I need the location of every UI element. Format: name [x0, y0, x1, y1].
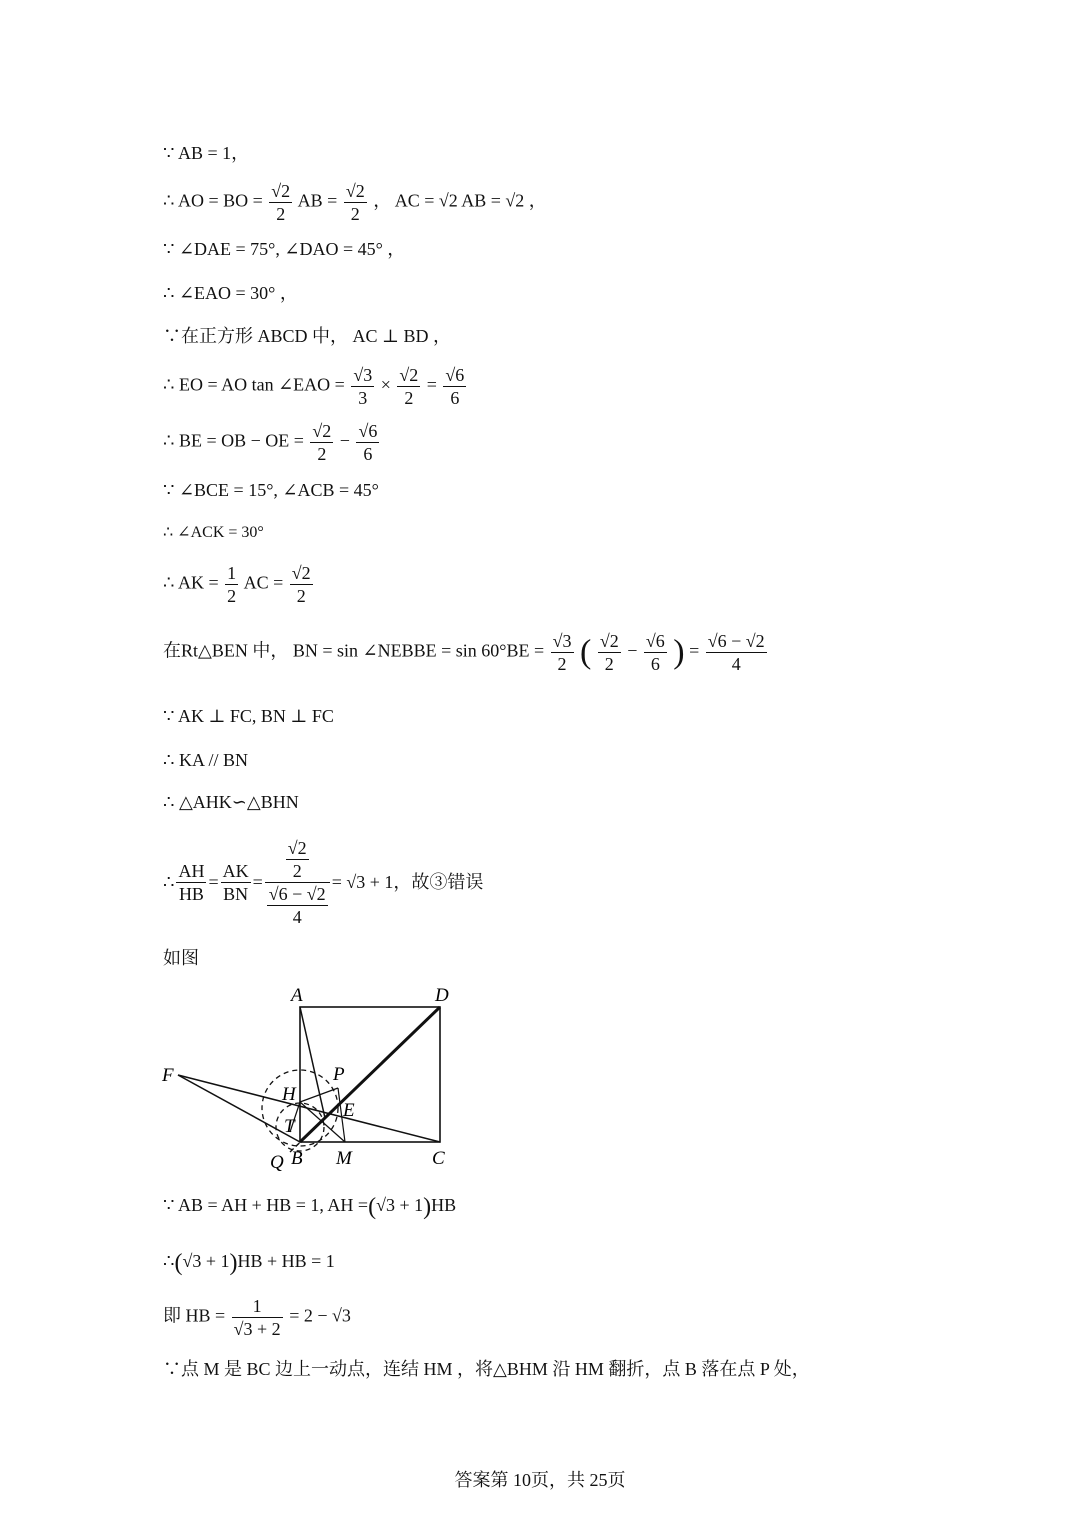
line-be: ∴ BE = OB − OE = $\frac{√2}{2}$ − $\frac{√6}{6}$ — [163, 421, 378, 464]
fraction: $\frac{√6}{6}$ — [445, 365, 465, 408]
line-as-figure: 如图 — [163, 948, 199, 968]
complex-fraction: $\frac{\frac{√2}{2}}{\frac{√6 - √2}{4}}$ — [265, 837, 330, 928]
line-angle-eao: ∴ ∠EAO = 30° ， — [163, 283, 298, 303]
line-eo: ∴ EO = AO tan ∠EAO = $\frac{√3}{3}$ × $\frac{√2}{2}$ = $\frac{√6}{6}$ — [163, 365, 465, 408]
line-hb-value: 即 HB = $\frac{1}{√3 + 2}$ = 2 − √3 — [163, 1296, 351, 1339]
fraction: $\frac{√2}{2}$ — [599, 631, 619, 674]
line-ab-sum: ∵ AB = AH + HB = 1, AH =(√3 + 1)HB — [163, 1193, 457, 1220]
label-b: B — [291, 1148, 303, 1169]
fraction: $\frac{√2}{2}$ — [291, 563, 311, 606]
label-t: T — [284, 1116, 295, 1137]
label-a: A — [291, 985, 303, 1006]
line-ab-eq-1: ∵ AB = 1， — [163, 143, 250, 163]
label-m: M — [336, 1148, 352, 1169]
fraction: $\frac{√6}{6}$ — [358, 421, 378, 464]
label-d: D — [435, 985, 449, 1006]
label-p: P — [333, 1064, 345, 1085]
label-e: E — [343, 1100, 355, 1121]
label-q: Q — [270, 1152, 284, 1173]
label-f: F — [162, 1065, 174, 1086]
line-ak: ∴ AK = $\frac{1}{2}$ AC = $\frac{√2}{2}$ — [163, 563, 311, 606]
label-h: H — [282, 1084, 296, 1105]
fraction: $\frac{√6 - √2}{4}$ — [707, 631, 765, 674]
line-square-perp: ∵在正方形 ABCD 中， AC ⊥ BD ， — [163, 326, 451, 346]
fraction: $\frac{AH}{HB}$ — [178, 860, 205, 904]
fraction: $\frac{AK}{BN}$ — [222, 860, 249, 904]
line-angle-dae: ∵ ∠DAE = 75°, ∠DAO = 45° ， — [163, 239, 406, 259]
fraction: $\frac{1}{2}$ — [227, 563, 237, 606]
line-point-m: ∵点 M 是 BC 边上一动点，连结 HM ，将△BHM 沿 HM 翻折，点 B 落在点 P 处， — [163, 1359, 810, 1379]
line-ae — [300, 1007, 325, 1118]
page-footer: 答案第 10页，共 25页 — [454, 1470, 626, 1490]
line-ak-perp-fc: ∵ AK ⊥ FC, BN ⊥ FC — [163, 706, 334, 726]
line-angle-bce: ∵ ∠BCE = 15°, ∠ACB = 45° — [163, 480, 379, 500]
fraction: $\frac{√2}{2}$ — [271, 181, 291, 224]
fraction: $\frac{√2}{2}$ — [345, 181, 365, 224]
fraction: $\frac{√6}{6}$ — [645, 631, 665, 674]
line-similar-triangles: ∴ △AHK∽△BHN — [163, 792, 299, 812]
line-ao-bo: ∴ AO = BO = $\frac{√2}{2}$ AB = $\frac{√2}{2}$ ， AC = √2 AB = √2 ， — [163, 181, 547, 224]
fraction: $\frac{1}{√3 + 2}$ — [233, 1296, 281, 1339]
label-c: C — [432, 1148, 445, 1169]
fraction: $\frac{√3}{3}$ — [353, 365, 373, 408]
line-bn: 在Rt△BEN 中， BN = sin ∠NEBBE = sin 60°BE = $\frac{√3}{2}$ ( $\frac{√2}{2}$ − $\frac{√6}{6}$ ) = $\frac{√6 - √2}{4}$ — [163, 631, 765, 674]
line-ka-parallel-bn: ∴ KA // BN — [163, 750, 248, 770]
line-ratio: ∴ $\frac{AH}{HB}$ = $\frac{AK}{BN}$ = $\frac{\frac{√2}{2}}{\frac{√6 - √2}{4}}$ = √3 + 1，故③错误 — [163, 837, 484, 927]
fraction: $\frac{√2}{2}$ — [312, 421, 332, 464]
fraction: $\frac{√2}{2}$ — [399, 365, 419, 408]
line-angle-ack: ∴ ∠ACK = 30° — [163, 524, 264, 541]
geometry-figure — [160, 980, 460, 1175]
fraction: $\frac{√3}{2}$ — [552, 631, 572, 674]
line-hb-equation: ∴(√3 + 1)HB + HB = 1 — [163, 1249, 335, 1276]
